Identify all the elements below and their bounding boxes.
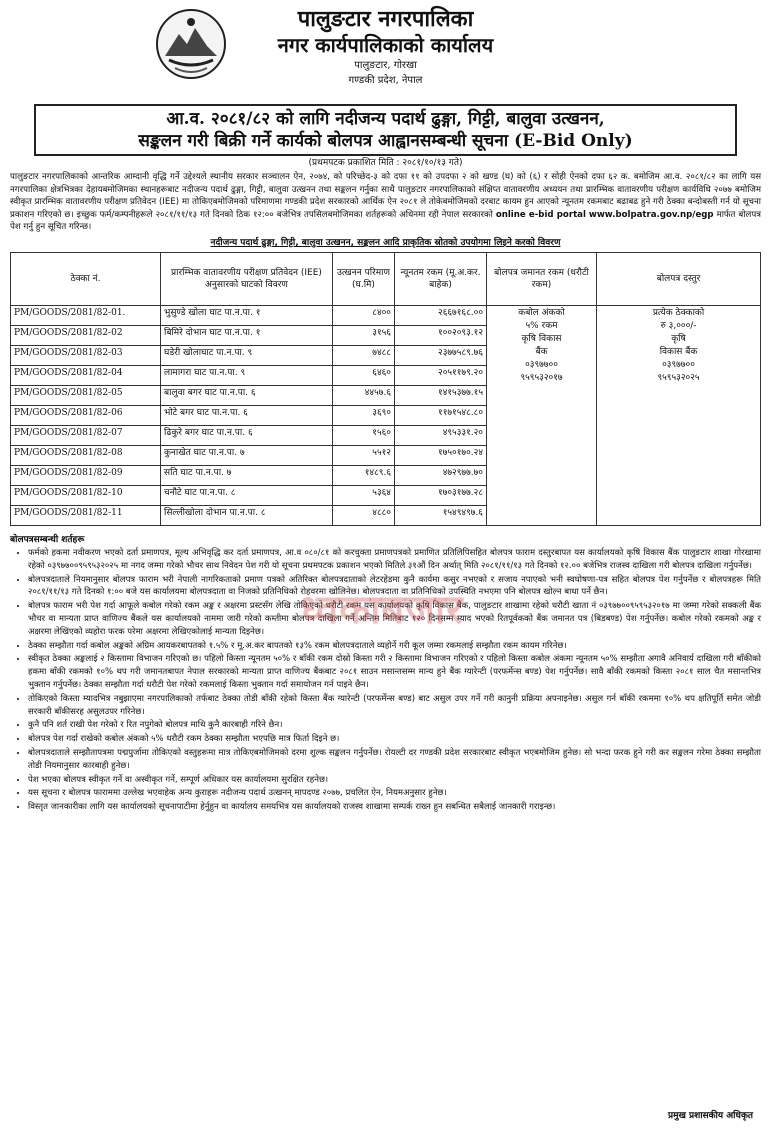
terms-title: बोलपत्रसम्बन्धी शर्तहरू bbox=[10, 534, 85, 545]
title-line-2: सङ्कलन गरी बिक्री गर्ने कार्यको बोलपत्र आह्वानसम्बन्धी सूचना (E-Bid Only) bbox=[138, 131, 633, 151]
col-header-min-amount: न्यूनतम रकम (मू.अ.कर. बाहेक) bbox=[395, 252, 487, 305]
fee-details-line: ०३९७७०० bbox=[662, 359, 695, 370]
deposit-details-line: ९५९५३२०१७ bbox=[520, 372, 563, 383]
term-item: • फर्मको हकमा नवीकरण भएको दर्ता प्रमाणपत्र, मूल्य अभिवृद्धि कर दर्ता प्रमाणपत्र, आ.व ०८०/८१ को करचुक्ता प्रमाणपत्रको प्रमाणित प्रतिलिपिसहित बोलपत्र फाराम दस्तुरबापत यस कार्यालयको कृषि विकास बैंक पालुङटार शाखा गोरखामा रहेको ०३९७७००९५९५३२०२५ मा नगद जम्मा गरेको भौचर साथ निवेदन पेश गरी यो सूचना प्रथमपटक प्रकाशन भएको मितिले ३१औं दिन अर्थात् मिति २०८१/११/१३ गते दिनको १२.०० बजेभित्र राजस्व दाखिला गरी बोलपत्र दाखिला गर्नुपर्नेछ। bbox=[28, 547, 761, 573]
site-name: कुनाखेत घाट पा.न.पा. ७ bbox=[161, 445, 333, 465]
contract-code: PM/GOODS/2081/82-05 bbox=[11, 385, 161, 405]
org-office: नगर कार्यपालिकाको कार्यालय bbox=[277, 33, 494, 57]
site-name: लामागरा घाट पा.न.पा. ९ bbox=[161, 365, 333, 385]
fee-details-line: विकास बैंक bbox=[659, 346, 698, 357]
site-name: सति घाट पा.न.पा. ७ bbox=[161, 465, 333, 485]
quantity: ८४०० bbox=[333, 305, 395, 325]
term-item: • पेश भएका बोलपत्र स्वीकृत गर्ने वा अस्वीकृत गर्ने, सम्पूर्ण अधिकार यस कार्यालयमा सुरक्षित रहनेछ। bbox=[28, 774, 761, 787]
min-amount: २३७७५८९.७६ bbox=[395, 345, 487, 365]
min-amount: १७०३१७७.२८ bbox=[395, 485, 487, 505]
site-name: सिल्लीखोला दोभान पा.न.पा. ८ bbox=[161, 505, 333, 525]
fee-details-line: कृषि bbox=[671, 333, 686, 344]
min-amount: २०५११७९.२० bbox=[395, 365, 487, 385]
site-name: बालुवा बगर घाट पा.न.पा. ६ bbox=[161, 385, 333, 405]
fee-details-line: ९५९५३२०२५ bbox=[657, 372, 700, 383]
header bbox=[10, 6, 761, 102]
portal-label: online e-bid portal bbox=[495, 209, 586, 220]
deposit-details-line: कृषि विकास bbox=[521, 333, 562, 344]
col-header-quantity: उत्खनन परिमाण (घ.मि) bbox=[333, 252, 395, 305]
quantity: ७४८८ bbox=[333, 345, 395, 365]
site-name: घडेरी खोलाघाट पा.न.पा. ९ bbox=[161, 345, 333, 365]
min-amount: १००२०९३.१२ bbox=[395, 325, 487, 345]
watermark: ध्वकाबजार bbox=[300, 587, 464, 633]
publish-date: (प्रथमपटक प्रकाशित मिति : २०८१/१०/१३ गते) bbox=[308, 158, 463, 168]
quantity: ३१५६ bbox=[333, 325, 395, 345]
intro-paragraph bbox=[10, 171, 761, 234]
notice-title bbox=[34, 104, 737, 156]
site-name: बिमिरे दोभान घाट पा.न.पा. १ bbox=[161, 325, 333, 345]
site-name: चनौटे घाट पा.न.पा. ८ bbox=[161, 485, 333, 505]
address-line-2: गण्डकी प्रदेश, नेपाल bbox=[348, 75, 423, 86]
deposit-details-line: बैंक bbox=[535, 346, 548, 357]
col-header-site: प्रारम्भिक वातावरणीय परीक्षण प्रतिवेदन (IEE) अनुसारको घाटको विवरण bbox=[161, 252, 333, 305]
contract-code: PM/GOODS/2081/82-06 bbox=[11, 405, 161, 425]
min-amount: ११७१५४८.८० bbox=[395, 405, 487, 425]
contract-code: PM/GOODS/2081/82-07 bbox=[11, 425, 161, 445]
site-name: ढिकुरे बगर घाट पा.न.पा. ६ bbox=[161, 425, 333, 445]
quantity: ५३६४ bbox=[333, 485, 395, 505]
term-item: • विस्तृत जानकारीका लागि यस कार्यालयको सूचनापाटीमा हेर्नुहुन वा कार्यालय समयभित्र यस कार्यालयको राजस्व शाखामा सम्पर्क राख्न हुन सबन्धित सबैलाई जानकारी गराइन्छ। bbox=[28, 801, 761, 814]
min-amount: १५४९४९७.६ bbox=[395, 505, 487, 525]
intro-text-end: मार्फत बोलपत्र पेश गर्नु हुन सूचित गरिन्छ। bbox=[10, 209, 762, 233]
table-row bbox=[11, 305, 761, 325]
title-line-1: आ.व. २०८१/८२ को लागि नदीजन्य पदार्थ ढुङ्गा, गिट्टी, बालुवा उत्खनन, bbox=[166, 109, 605, 129]
col-header-deposit: बोलपत्र जमानत रकम (धरौटी रकम) bbox=[487, 252, 597, 305]
table-header-row bbox=[11, 252, 761, 305]
address-line-1: पालुङटार, गोरखा bbox=[354, 60, 417, 71]
contract-code: PM/GOODS/2081/82-03 bbox=[11, 345, 161, 365]
quantity: ५५१२ bbox=[333, 445, 395, 465]
term-item: • ठेक्का सम्झौता गर्दा कबोल अङ्कको अग्रिम आयकरबापतको १.५% र मू.अ.कर बापतको १३% रकम बोलपत्रदाताले व्यहोर्ने गरी कूल जम्मा रकमलाई सम्झौता रकम कायम गरिनेछ। bbox=[28, 640, 761, 653]
term-item: • कुनै पनि शर्त राखी पेश गरेको र रित नपुगेको बोलपत्र माथि कुनै कारबाही गरिने छैन। bbox=[28, 719, 761, 732]
term-item: • यस सूचना र बोलपत्र फाराममा उल्लेख भएवाहेक अन्य कुराहरू नदीजन्य पदार्थ उत्खनन् मापदण्ड २०७७, प्रचलित ऐन, नियमअनुसार हुनेछ। bbox=[28, 787, 761, 800]
contract-code: PM/GOODS/2081/82-08 bbox=[11, 445, 161, 465]
quantity: १५६० bbox=[333, 425, 395, 445]
bid-table bbox=[10, 252, 761, 526]
bid-table-body bbox=[11, 305, 761, 525]
term-item: • स्वीकृत ठेक्का अङ्कलाई २ किस्तामा विभाजन गरिएको छ। पहिलो किस्ता न्यूनतम ५०% र बाँकी रकम दोस्रो किस्ता गरी २ किस्तामा विभाजन गरिएको र पहिलो किस्ता कबोल अंकमा न्यूनतम ५०% सम्झौता अगावै अनिवार्य दाखिला गरी बाँकीको हकमा बाँकी रकमको १०% थप गरी जमानतबापत नेपाल सरकारको मान्यता प्राप्त वाणिज्य बैंकबाट २०८१ साउन मसान्तसम्म मान्य हुने बैंक ग्यारेन्टी (परफर्मेन्स बण्ड) पेश गर्नुपर्नेछ। सावै बाँकी रकमको किस्ता २०८१ साल चैत मसान्तभित्र भुक्तान गर्नुपर्नेछ। ठेक्का सम्झौता गर्दा धरौटी पेश गरेको रकमलाई किस्ता भुक्तान गर्दा समायोजन गर्न पाइने छैन। bbox=[28, 653, 761, 691]
term-item: • बोलपत्र फाराम भरी पेश गर्दा आफूले कबोल गरेको रकम अङ्क र अक्षरमा प्रस्टसँग लेखि तोकिएको धरौटी रकम यस कार्यालयको कृषि विकास बैंक, पालुङटार शाखामा रहेको धरौटी खाता नं ०३९७७००९५९५३२०१७ मा जम्मा गरेको सक्कली बैंक भौचर वा मान्यता प्राप्त वाणिज्य बैंकले यस कार्यालयको नाममा जारी गरेको कम्तीमा बोलपत्र दाखिला गर्ने अन्तिम मितिबाट १२० दिनसम्म म्याद भएको रितपूर्वकको बैंक जमानत पत्र (बिडबण्ड) पेश गर्नुपर्नेछ। कबोल गरेको रकमको अङ्क र अक्षरमा लेखिएको व्यहोरा फरक परेमा अक्षरमा लेखिएकोलाई मान्यता दिइनेछ। bbox=[28, 600, 761, 638]
nepal-emblem-icon bbox=[155, 8, 227, 80]
term-item: • बोलपत्रदाताले सम्झौतापत्रमा पद्मपुर्जामा तोकिएको वस्तुहरूमा मात्र तोकिएबमोजिमको दरमा शुल्क सङ्कलन गर्नुपर्नेछ। रोयल्टी दर गण्डकी प्रदेश सरकारबाट स्वीकृत भएबमोजिम हुनेछ। सो भन्दा फरक हुने गरी कर सङ्कलन गरेमा ठेक्का सम्झौता तोडी नियमानुसार कारबाही हुनेछ। bbox=[28, 747, 761, 773]
term-item: • तोकिएको किस्ता म्यादभित्र नबुझाएमा नगरपालिकाको तर्फबाट ठेक्का तोडी बाँकी रहेको किस्ता बैंक ग्यारेन्टी (परफर्मेन्स बण्ड) बाट असुल उपर गर्ने गरी कानुनी प्रक्रिया अपनाइनेछ। असुल गर्न बाँकी रकममा १०% थप क्षतिपूर्ति समेत जोडी सरकारी बाँकीसरह असुलउपर गरिनेछ। bbox=[28, 693, 761, 719]
deposit-details-line: कबोल अंकको bbox=[518, 307, 565, 318]
min-amount: ४७२९७७.७० bbox=[395, 465, 487, 485]
org-name: पालुङटार नगरपालिका bbox=[297, 6, 474, 32]
min-amount: ४९५३३१.२० bbox=[395, 425, 487, 445]
contract-code: PM/GOODS/2081/82-11 bbox=[11, 505, 161, 525]
quantity: ४८८० bbox=[333, 505, 395, 525]
table-caption: नदीजन्य पदार्थ ढुङ्गा, गिट्टी, बालुवा उत्खनन, सङ्कलन आदि प्राकृतिक स्रोतको उपयोगमा लिइने करको विवरण bbox=[210, 237, 561, 248]
col-header-fee: बोलपत्र दस्तुर bbox=[597, 252, 761, 305]
portal-url: www.bolpatra.gov.np/egp bbox=[588, 209, 714, 220]
contract-code: PM/GOODS/2081/82-01. bbox=[11, 305, 161, 325]
quantity: ३६९० bbox=[333, 405, 395, 425]
intro-text: पालुङटार नगरपालिकाको आन्तरिक आम्दानी वृद्धि गर्ने उद्देश्यले स्थानीय सरकार सञ्चालन ऐन, २०७४, को परिच्छेद-३ को दफा ११ को उपदफा २ को खण्ड (घ) को (६) र सोही ऐनको दफा ६२ क. बमोजिम आ.व. २०८१/८२ का लागि यस नगरपालिका क्षेत्रभित्रका देहायबमोजिमका स्थानहरूबाट नदीजन्य पदार्थ ढुङ्गा, गिट्टी, बालुवा उत्खनन तथा सङ्कलन गर्नुका साथै पालुङटार नगरपालिकाको संक्षिप्त वातावरणीय अध्ययन तथा प्रारम्भिक वातावरणीय परीक्षण कार्यविधि २०७७ बमोजिम स्वीकृत प्रारम्भिक वातावरणीय परीक्षण प्रतिवेदन (IEE) मा तोकिएबमोजिमको परिमाणमा गण्डकी प्रदेश सरकारको आर्थिक ऐन २०८१ ले तोकेबमोजिमको दरबाट कायम हुन आएको न्यूनतम रकमबाट बढाबढ हुने गरी ठेक्का बन्दोबस्ती गर्न यो सूचना प्रकाशन गरिएको छ। इच्छुक फर्म/कम्पनीहरूले २०८१/११/१३ गते दिनको ठिक १२:०० बजेभित्र तपसिलबमोजिमका शर्तहरूको अधिनमा रही नेपाल सरकारको bbox=[10, 172, 761, 220]
fee-details-line: प्रत्येक ठेक्काको bbox=[652, 307, 705, 318]
col-header-contract: ठेक्का नं. bbox=[11, 252, 161, 305]
fee-details bbox=[597, 305, 761, 525]
contract-code: PM/GOODS/2081/82-10 bbox=[11, 485, 161, 505]
min-amount: १४१५३७७.१५ bbox=[395, 385, 487, 405]
min-amount: २६६७१६८.०० bbox=[395, 305, 487, 325]
deposit-details-line: ०३९७७०० bbox=[525, 359, 558, 370]
deposit-details bbox=[487, 305, 597, 525]
signatory: प्रमुख प्रशासकीय अधिकृत bbox=[667, 1111, 753, 1121]
site-name: भुसुण्डे खोला घाट पा.न.पा. १ bbox=[161, 305, 333, 325]
quantity: ६४६० bbox=[333, 365, 395, 385]
quantity: १४८९.६ bbox=[333, 465, 395, 485]
contract-code: PM/GOODS/2081/82-09 bbox=[11, 465, 161, 485]
contract-code: PM/GOODS/2081/82-02 bbox=[11, 325, 161, 345]
quantity: ४४५७.६ bbox=[333, 385, 395, 405]
deposit-details-line: ५% रकम bbox=[525, 320, 558, 331]
contract-code: PM/GOODS/2081/82-04 bbox=[11, 365, 161, 385]
term-item: • बोलपत्रदाताले नियमानुसार बोलपत्र फाराम भरी नेपाली नागरिकताको प्रमाण पत्रको अतिरिक्त बोलपत्रदाताको लेटरहेडमा कुनै कार्यमा कसुर नभएको र सजाय नपाएको भनी स्वघोषणा-पत्र सहित बोलपत्र पेश गर्नुपर्नेछ र बोलपत्रहरू मिति २०८१/११/१३ गते दिनको १:०० बजे यस कार्यालयमा बोलपत्रदाता वा निजको प्रतिनिधिको रोहवरमा खोलिनेछ। बोलपत्रदाता वा प्रतिनिधिको उपस्थिति नभएमा पनि बोलपत्र खोल्न बाधा पर्ने छैन। bbox=[28, 574, 761, 600]
fee-details-line: रु ३,०००/- bbox=[660, 320, 697, 331]
site-name: भोटे बगर घाट पा.न.पा. ६ bbox=[161, 405, 333, 425]
term-item: • बोलपत्र पेश गर्दा राखेको कबोल अंकको ५% धरौटी रकम ठेक्का सम्झौता भएपछि मात्र फिर्ता दिइने छ। bbox=[28, 733, 761, 746]
min-amount: १७५०१७०.२४ bbox=[395, 445, 487, 465]
